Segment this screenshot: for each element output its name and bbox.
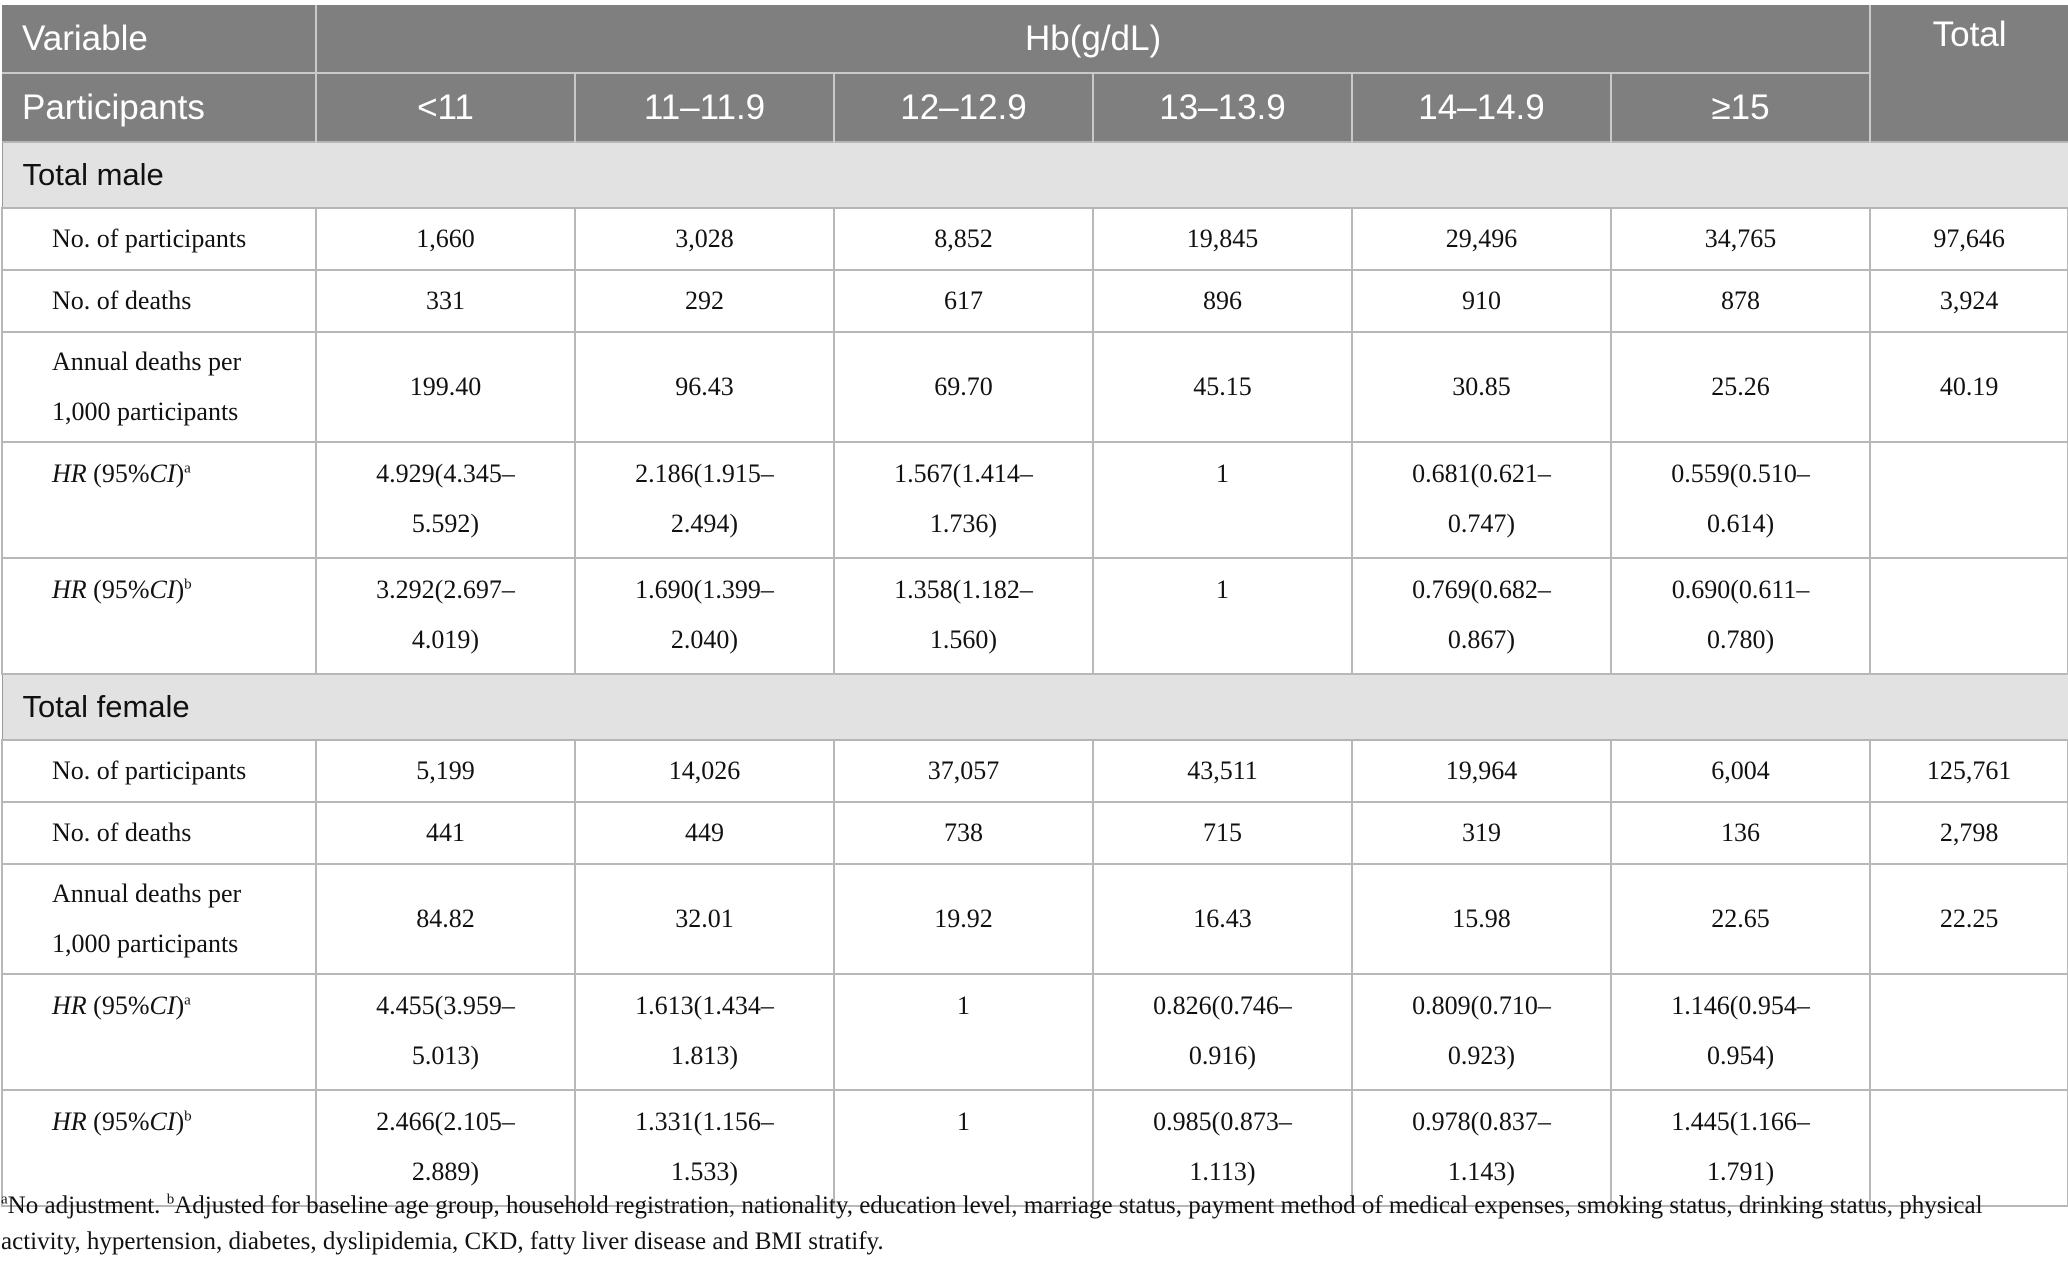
hr-text: HR — [52, 575, 87, 604]
participants-header: Participants — [2, 73, 316, 142]
row-label-line: Annual deaths per — [52, 879, 242, 908]
table-row — [2, 332, 2068, 442]
table-cell — [1093, 442, 1352, 558]
table-cell: 617 — [834, 270, 1093, 332]
table-cell: 19,845 — [1093, 208, 1352, 270]
cell-line: 1 — [957, 1107, 970, 1136]
table-cell: 97,646 — [1870, 208, 2068, 270]
cell-line: 1.113) — [1189, 1157, 1256, 1186]
footnote-text-b: Adjusted for baseline age group, household registration, nationality, education level, marriage status, payment method of medical expenses, smoking status, drinking status, physical activity, hypertension, diabetes, dyslipidemia, CKD, fatty liver disease and BMI stratify. — [1, 1192, 1983, 1255]
section-title: Total male — [2, 142, 2068, 208]
table-cell: 25.26 — [1611, 332, 1870, 442]
hemoglobin-mortality-table — [1, 5, 2068, 1207]
cell-line: 1 — [1216, 459, 1229, 488]
table-cell: 6,004 — [1611, 740, 1870, 802]
ci-close: ) — [175, 991, 185, 1020]
table-cell: 319 — [1352, 802, 1611, 864]
cell-line: 1.690(1.399– — [635, 575, 774, 604]
table-cell: 715 — [1093, 802, 1352, 864]
ci-close: ) — [175, 459, 185, 488]
section-row-male — [2, 142, 2068, 208]
table-body — [2, 142, 2068, 1206]
cell-line: 4.455(3.959– — [376, 991, 515, 1020]
cell-line: 1.331(1.156– — [635, 1107, 774, 1136]
cell-line: 0.614) — [1706, 509, 1775, 538]
cell-line: 1.813) — [670, 1041, 739, 1070]
row-label — [2, 974, 316, 1090]
ci-close: ) — [175, 575, 185, 604]
table-cell: 84.82 — [316, 864, 575, 974]
cell-line: 0.954) — [1706, 1041, 1775, 1070]
table-row — [2, 864, 2068, 974]
cell-line: 1 — [957, 991, 970, 1020]
table-cell: 45.15 — [1093, 332, 1352, 442]
footnote-marker: b — [184, 1108, 192, 1125]
ci-text: CI — [149, 459, 176, 488]
cell-line: 1.445(1.166– — [1671, 1107, 1810, 1136]
row-label-line: 1,000 participants — [52, 929, 239, 958]
table-cell-empty — [1870, 558, 2068, 674]
table-cell: 8,852 — [834, 208, 1093, 270]
footnote-marker: b — [184, 576, 192, 593]
table-cell: 29,496 — [1352, 208, 1611, 270]
table-cell — [316, 442, 575, 558]
table-cell: 30.85 — [1352, 332, 1611, 442]
table-cell: 199.40 — [316, 332, 575, 442]
table-cell: 910 — [1352, 270, 1611, 332]
hb-group-header: 12–12.9 — [834, 73, 1093, 142]
footnote-text-a: No adjustment. — [7, 1192, 167, 1219]
table-cell — [1611, 442, 1870, 558]
table-cell: 125,761 — [1870, 740, 2068, 802]
cell-line: 1.560) — [929, 625, 998, 654]
ci-text: CI — [149, 575, 176, 604]
row-label-line: 1,000 participants — [52, 397, 239, 426]
cell-line: 0.985(0.873– — [1153, 1107, 1292, 1136]
cell-line: 0.978(0.837– — [1412, 1107, 1551, 1136]
cell-line: 0.681(0.621– — [1412, 459, 1551, 488]
ci-close: ) — [175, 1107, 185, 1136]
cell-line: 1.567(1.414– — [894, 459, 1033, 488]
cell-line: 2.040) — [670, 625, 739, 654]
table-row — [2, 740, 2068, 802]
cell-line: 5.013) — [411, 1041, 480, 1070]
cell-line: 2.889) — [411, 1157, 480, 1186]
table-cell: 3,924 — [1870, 270, 2068, 332]
row-label-line: Annual deaths per — [52, 347, 242, 376]
cell-line: 0.780) — [1706, 625, 1775, 654]
hr-text: HR — [52, 1107, 87, 1136]
footnote — [1, 1188, 2067, 1260]
ci-text: CI — [149, 1107, 176, 1136]
hb-group-header: ≥15 — [1611, 73, 1870, 142]
table-cell — [575, 974, 834, 1090]
hb-group-header: <11 — [316, 73, 575, 142]
table-cell — [834, 558, 1093, 674]
table-row — [2, 802, 2068, 864]
hb-header: Hb(g/dL) — [316, 5, 1870, 73]
cell-line: 0.867) — [1447, 625, 1516, 654]
cell-line: 0.809(0.710– — [1412, 991, 1551, 1020]
table-row — [2, 974, 2068, 1090]
table-cell: 449 — [575, 802, 834, 864]
cell-line: 1.146(0.954– — [1671, 991, 1810, 1020]
table-row — [2, 270, 2068, 332]
table-cell — [834, 442, 1093, 558]
variable-header: Variable — [2, 5, 316, 73]
header-row-2 — [2, 73, 2068, 142]
cell-line: 1.358(1.182– — [894, 575, 1033, 604]
section-title: Total female — [2, 674, 2068, 740]
table-cell — [834, 974, 1093, 1090]
table-cell — [1352, 558, 1611, 674]
total-header: Total — [1870, 5, 2068, 142]
table-cell — [1352, 974, 1611, 1090]
cell-line: 0.923) — [1447, 1041, 1516, 1070]
table-cell: 19,964 — [1352, 740, 1611, 802]
table-cell: 69.70 — [834, 332, 1093, 442]
row-label — [2, 332, 316, 442]
table-cell — [1352, 442, 1611, 558]
table-cell: 22.25 — [1870, 864, 2068, 974]
table-cell: 15.98 — [1352, 864, 1611, 974]
ci-open: (95% — [86, 991, 150, 1020]
table-row — [2, 442, 2068, 558]
cell-line: 3.292(2.697– — [376, 575, 515, 604]
row-label: No. of deaths — [2, 802, 316, 864]
section-row-female — [2, 674, 2068, 740]
hr-text: HR — [52, 459, 87, 488]
footnote-marker: a — [184, 460, 191, 477]
cell-line: 2.494) — [670, 509, 739, 538]
cell-line: 1.736) — [929, 509, 998, 538]
cell-line: 0.916) — [1188, 1041, 1257, 1070]
table-cell-empty — [1870, 442, 2068, 558]
table-cell: 34,765 — [1611, 208, 1870, 270]
cell-line: 4.019) — [411, 625, 480, 654]
table-cell: 878 — [1611, 270, 1870, 332]
ci-open: (95% — [86, 575, 150, 604]
cell-line: 5.592) — [411, 509, 480, 538]
cell-line: 1.613(1.434– — [635, 991, 774, 1020]
cell-line: 0.690(0.611– — [1671, 575, 1810, 604]
table-cell: 16.43 — [1093, 864, 1352, 974]
footnote-marker: a — [184, 992, 191, 1009]
row-label — [2, 864, 316, 974]
cell-line: 1 — [1216, 575, 1229, 604]
table-cell — [1093, 558, 1352, 674]
table-cell-empty — [1870, 974, 2068, 1090]
row-label — [2, 558, 316, 674]
cell-line: 4.929(4.345– — [376, 459, 515, 488]
ci-open: (95% — [86, 459, 150, 488]
table-cell — [575, 558, 834, 674]
cell-line: 1.533) — [670, 1157, 739, 1186]
row-label: No. of deaths — [2, 270, 316, 332]
cell-line: 0.747) — [1447, 509, 1516, 538]
table-cell — [575, 442, 834, 558]
cell-line: 2.466(2.105– — [376, 1107, 515, 1136]
table-cell — [316, 558, 575, 674]
ci-text: CI — [149, 991, 176, 1020]
table-row — [2, 208, 2068, 270]
table-cell: 40.19 — [1870, 332, 2068, 442]
table-cell: 738 — [834, 802, 1093, 864]
table-cell: 96.43 — [575, 332, 834, 442]
cell-line: 0.559(0.510– — [1671, 459, 1810, 488]
table-cell — [1093, 974, 1352, 1090]
row-label: No. of participants — [2, 208, 316, 270]
hb-group-header: 11–11.9 — [575, 73, 834, 142]
row-label: No. of participants — [2, 740, 316, 802]
table-cell: 136 — [1611, 802, 1870, 864]
cell-line: 0.769(0.682– — [1412, 575, 1551, 604]
table-cell: 43,511 — [1093, 740, 1352, 802]
cell-line: 2.186(1.915– — [635, 459, 774, 488]
ci-open: (95% — [86, 1107, 150, 1136]
table-cell: 331 — [316, 270, 575, 332]
footnote-marker-a: a — [1, 1191, 8, 1208]
table-cell — [1611, 558, 1870, 674]
table-cell: 19.92 — [834, 864, 1093, 974]
hb-group-header: 14–14.9 — [1352, 73, 1611, 142]
cell-line: 1.791) — [1706, 1157, 1775, 1186]
cell-line: 0.826(0.746– — [1153, 991, 1292, 1020]
table-cell: 5,199 — [316, 740, 575, 802]
hr-text: HR — [52, 991, 87, 1020]
table-cell: 32.01 — [575, 864, 834, 974]
footnote-marker-b: b — [166, 1191, 175, 1208]
table-row — [2, 558, 2068, 674]
table-cell: 37,057 — [834, 740, 1093, 802]
table-cell: 3,028 — [575, 208, 834, 270]
cell-line: 1.143) — [1447, 1157, 1516, 1186]
table-cell: 292 — [575, 270, 834, 332]
hb-group-header: 13–13.9 — [1093, 73, 1352, 142]
table-cell: 896 — [1093, 270, 1352, 332]
table-cell: 1,660 — [316, 208, 575, 270]
row-label — [2, 442, 316, 558]
table-cell — [316, 974, 575, 1090]
table-cell — [1611, 974, 1870, 1090]
table-cell: 22.65 — [1611, 864, 1870, 974]
table-cell: 2,798 — [1870, 802, 2068, 864]
header-row-1 — [2, 5, 2068, 73]
table-cell: 441 — [316, 802, 575, 864]
table-cell: 14,026 — [575, 740, 834, 802]
